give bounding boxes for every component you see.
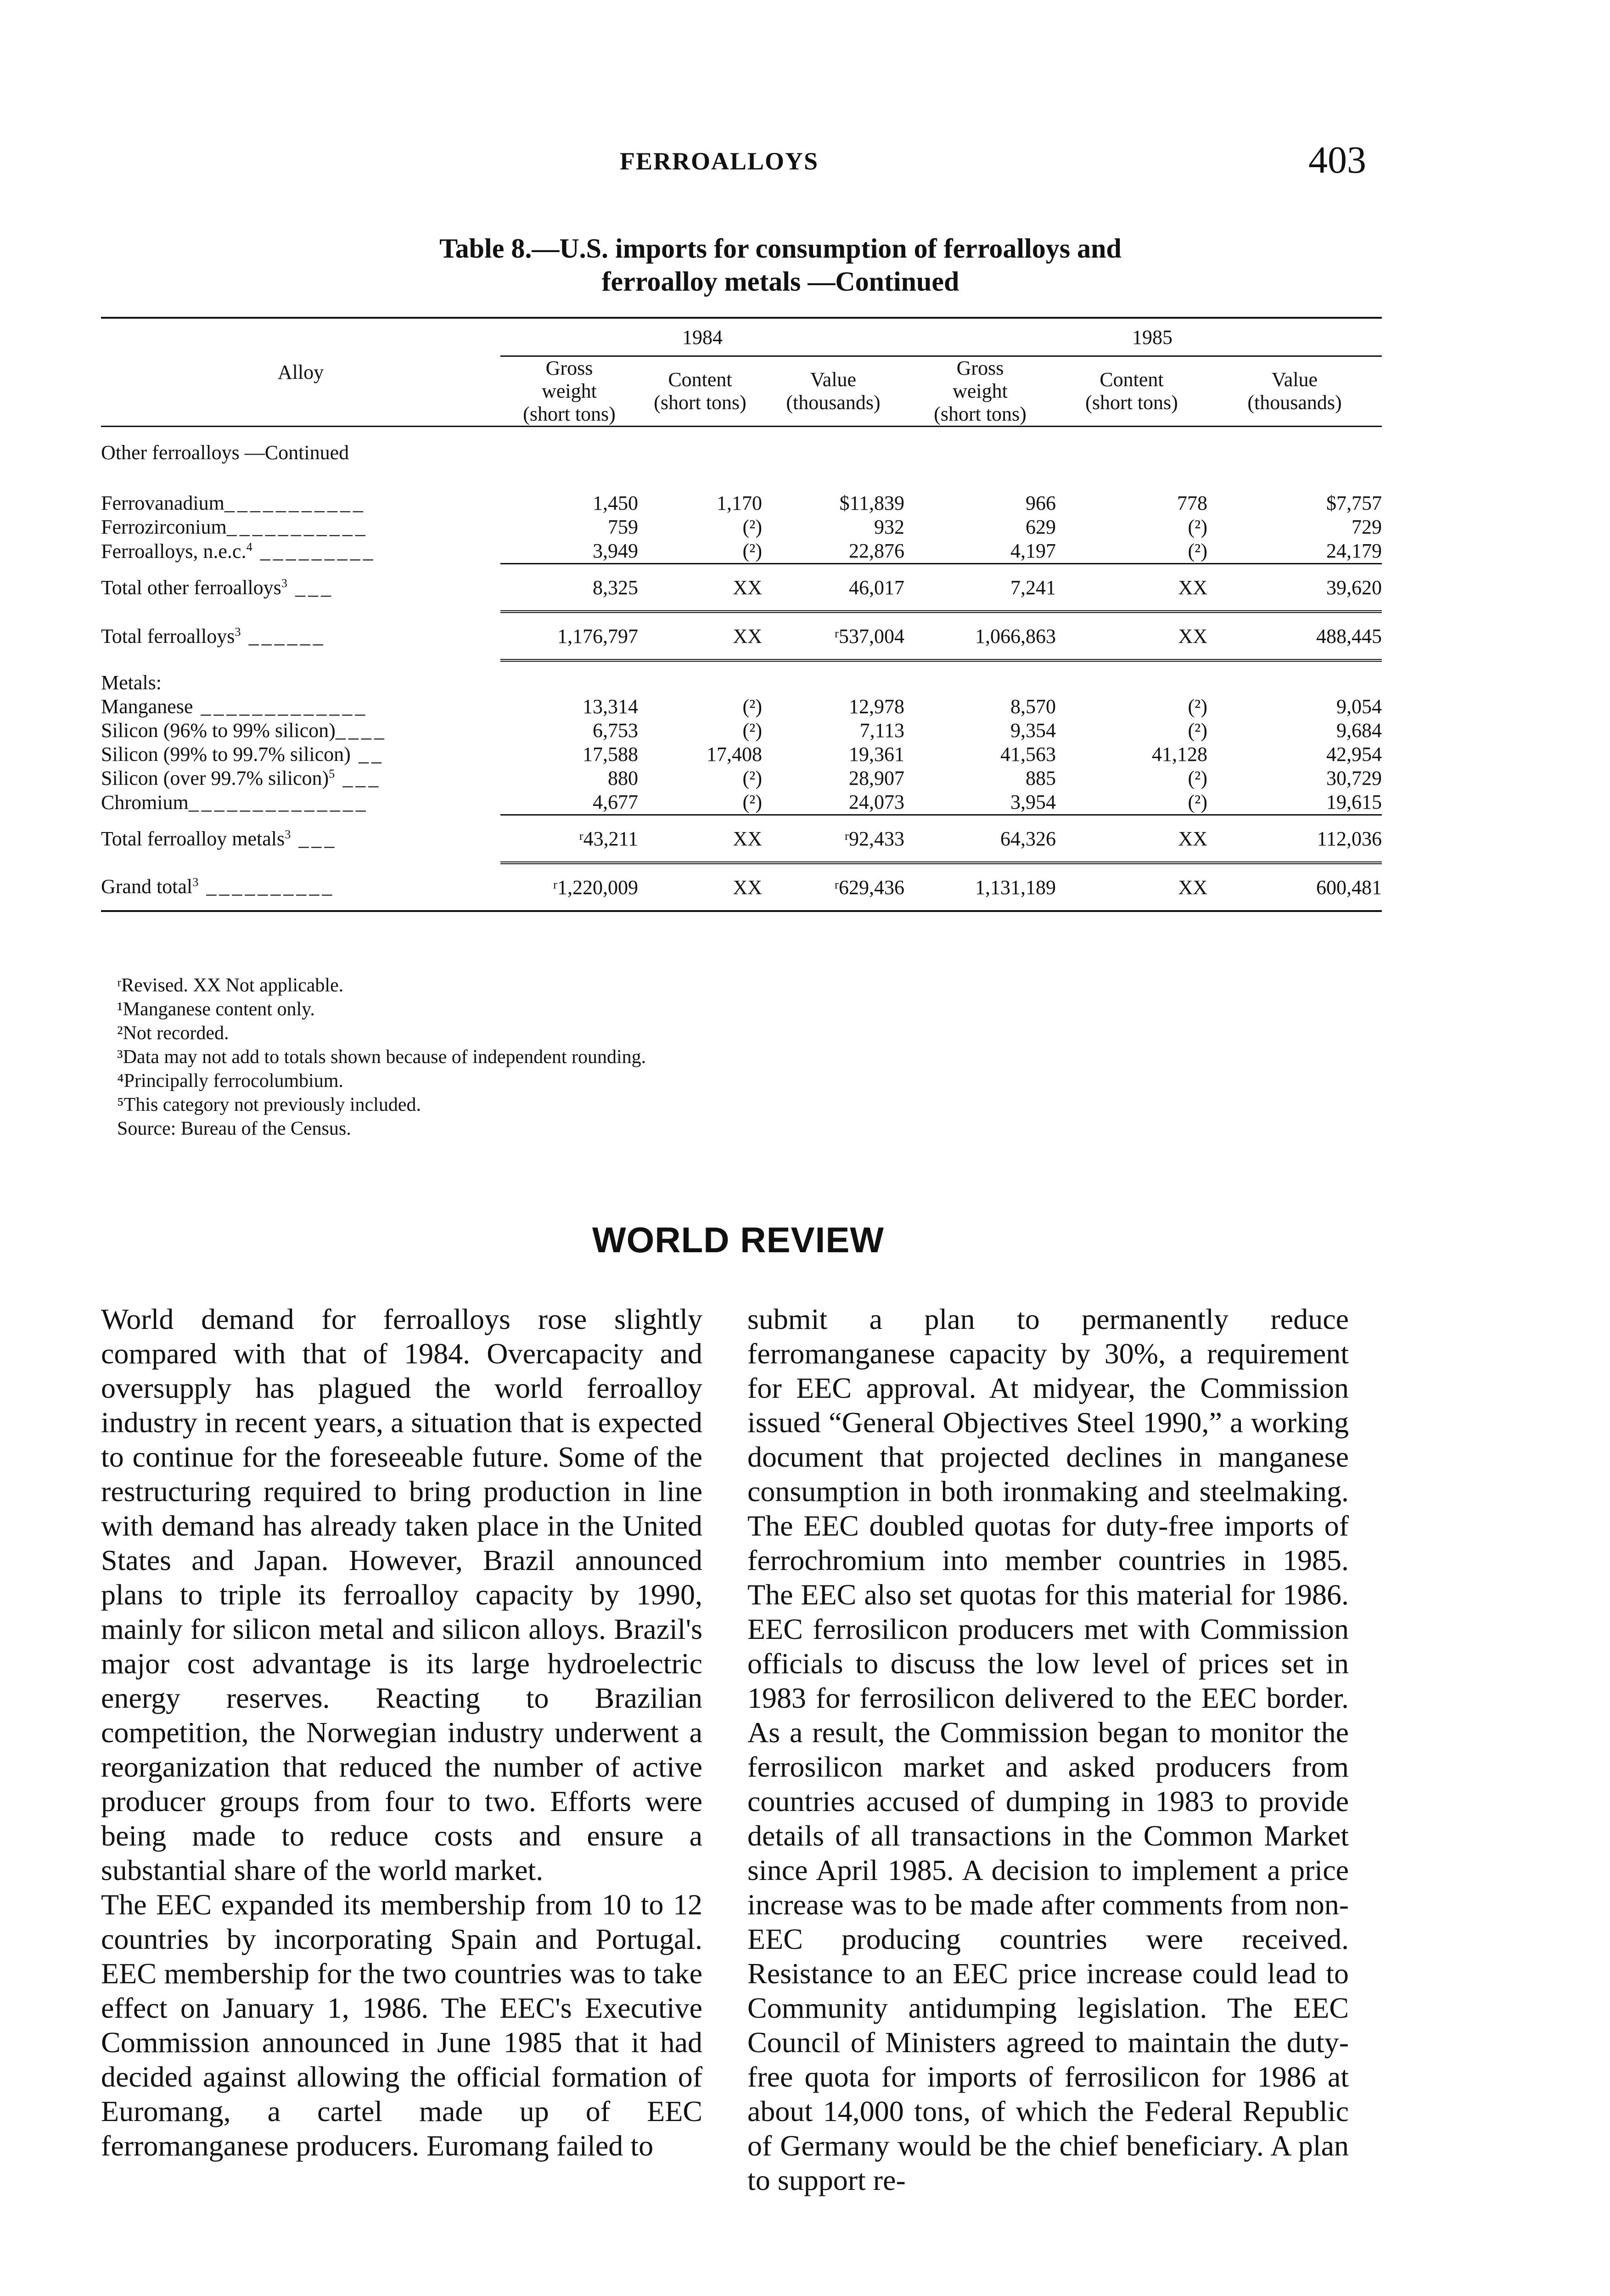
page-number: 403 bbox=[1308, 139, 1366, 181]
col-label: Content bbox=[1100, 368, 1164, 391]
footnote: ³Data may not add to totals shown because of independent rounding. bbox=[117, 1047, 646, 1068]
footnote-ref: 3 bbox=[192, 875, 199, 889]
grand-total-row bbox=[101, 863, 1382, 911]
cell: 932 bbox=[874, 516, 904, 538]
row-name: Ferrovanadium bbox=[101, 492, 224, 514]
row-name: Silicon (96% to 99% silicon) bbox=[101, 719, 336, 742]
footnote-ref: 4 bbox=[246, 540, 252, 554]
cell: 24,073 bbox=[849, 791, 904, 813]
cell: ʳ629,436 bbox=[762, 863, 904, 911]
cell: 629 bbox=[1026, 516, 1056, 538]
cell: 8,325 bbox=[500, 564, 638, 612]
cell: 1,450 bbox=[593, 492, 638, 514]
cell: 17,588 bbox=[583, 743, 638, 765]
cell: 880 bbox=[608, 767, 638, 789]
cell: 3,949 bbox=[593, 540, 638, 562]
cell: 112,036 bbox=[1207, 815, 1382, 863]
col-label: (short tons) bbox=[523, 403, 616, 425]
cell: 30,729 bbox=[1326, 767, 1382, 789]
cell: 41,563 bbox=[1000, 743, 1056, 765]
cell: 7,113 bbox=[859, 719, 904, 742]
cell: (²) bbox=[1188, 791, 1207, 813]
table-row bbox=[101, 515, 1382, 539]
row-label: Grand total$^3$ __________ bbox=[101, 875, 335, 898]
paragraph: World demand for ferroalloys rose slightly compared with that of 1984. Overcapacity and oversupply has plagued the world ferroalloy industry in recent years, a situation that is expected to continue for the foreseeable future. Some of the restructuring required to bring production in line with demand has already taken place in the United States and Japan. However, Brazil announced plans to triple its ferroalloy capacity by 1990, mainly for silicon metal and silicon alloys. Brazil's major cost advantage is its large hydroelectric energy reserves. Reacting to Brazilian competition, the Norwegian industry underwent a reorganization that reduced the number of active producer groups from four to two. Efforts were being made to reduce costs and ensure a substantial share of the world market. bbox=[101, 1303, 702, 1886]
section-row-other bbox=[101, 427, 1382, 478]
year-1984-header bbox=[500, 318, 904, 356]
cell: 778 bbox=[1177, 492, 1207, 514]
cell: (²) bbox=[742, 516, 762, 538]
cell: (²) bbox=[1188, 719, 1207, 742]
col-label: (short tons) bbox=[1085, 391, 1178, 414]
row-name: Grand total bbox=[101, 875, 193, 898]
cell: 488,445 bbox=[1207, 612, 1382, 660]
row-name: Manganese bbox=[101, 695, 193, 718]
row-name: Chromium bbox=[101, 791, 189, 814]
total-ferroalloys-row bbox=[101, 612, 1382, 660]
table-row bbox=[101, 766, 1382, 790]
cell: 12,978 bbox=[849, 695, 904, 718]
row-name: Total ferroalloys bbox=[101, 625, 235, 647]
footnote: ⁵This category not previously included. bbox=[117, 1094, 421, 1115]
cell: 46,017 bbox=[762, 564, 904, 612]
section-other-label: Other ferroalloys —Continued bbox=[101, 441, 349, 464]
col-label: (short tons) bbox=[654, 391, 746, 414]
paragraph: The EEC expanded its membership from 10 to 12 countries by incorporating Spain and Portugal. EEC membership for the two countries was to take effect on January 1, 1986. The EEC's Executive Commission announced in June 1985 that it had decided against allowing the official formation of Euromang, a cartel made up of EEC ferromanganese producers. Euromang failed to bbox=[101, 1888, 702, 2162]
col-label: Value bbox=[1271, 368, 1318, 391]
imports-table bbox=[101, 317, 1382, 914]
footnote-ref: 3 bbox=[235, 624, 241, 638]
cell: (²) bbox=[742, 540, 762, 562]
row-label: Total ferroalloy metals$^3$ ___ bbox=[101, 827, 337, 850]
year-header-row bbox=[101, 318, 1382, 356]
cell: 966 bbox=[1026, 492, 1056, 514]
footnote: ⁴Principally ferrocolumbium. bbox=[117, 1070, 343, 1092]
cell: 28,907 bbox=[849, 767, 904, 789]
cell: (²) bbox=[1188, 516, 1207, 538]
cell: XX bbox=[638, 863, 762, 911]
cell: XX bbox=[638, 612, 762, 660]
col-label: (thousands) bbox=[1247, 391, 1342, 414]
col-gross-1985 bbox=[904, 356, 1056, 427]
cell: XX bbox=[1056, 612, 1207, 660]
cell: (²) bbox=[1188, 540, 1207, 562]
table-row bbox=[101, 790, 1382, 815]
col-content-1984 bbox=[638, 356, 762, 427]
row-name: Silicon (99% to 99.7% silicon) bbox=[101, 743, 351, 765]
col-label: Value bbox=[810, 368, 857, 391]
cell: (²) bbox=[1188, 695, 1207, 718]
cell: 1,066,863 bbox=[904, 612, 1056, 660]
col-value-1985 bbox=[1207, 356, 1382, 427]
table-bottom-rule bbox=[101, 911, 1382, 914]
footnote: ʳRevised. XX Not applicable. bbox=[117, 975, 344, 996]
cell: 7,241 bbox=[904, 564, 1056, 612]
body-column-left bbox=[101, 1302, 702, 2163]
col-label: Content bbox=[668, 368, 732, 391]
cell: (²) bbox=[742, 767, 762, 789]
row-name: Silicon (over 99.7% silicon) bbox=[101, 767, 329, 789]
cell: 9,354 bbox=[1010, 719, 1056, 742]
cell: 9,684 bbox=[1336, 719, 1382, 742]
cell: 6,753 bbox=[593, 719, 638, 742]
cell: 759 bbox=[608, 516, 638, 538]
cell: XX bbox=[1056, 863, 1207, 911]
col-label: (thousands) bbox=[786, 391, 881, 414]
row-label: Ferroalloys, n.e.c.$^4$ _________ bbox=[101, 540, 376, 563]
col-label: Gross bbox=[956, 357, 1004, 379]
cell: 4,677 bbox=[593, 791, 638, 813]
table-row bbox=[101, 743, 1382, 766]
section-row-metals bbox=[101, 660, 1382, 695]
cell: 42,954 bbox=[1326, 743, 1382, 765]
cell: 39,620 bbox=[1207, 564, 1382, 612]
total-other-row bbox=[101, 564, 1382, 612]
table-row bbox=[101, 719, 1382, 743]
row-label: Silicon (99% to 99.7% silicon) __ bbox=[101, 743, 384, 765]
col-label: weight bbox=[542, 380, 597, 402]
cell: 1,176,797 bbox=[500, 612, 638, 660]
table-title-line-1: Table 8.—U.S. imports for consumption of ferroalloys and bbox=[439, 233, 1122, 264]
body-column-right bbox=[747, 1302, 1349, 2197]
cell: 41,128 bbox=[1152, 743, 1207, 765]
table-row bbox=[101, 695, 1382, 719]
footnote: ²Not recorded. bbox=[117, 1023, 229, 1044]
cell: $7,757 bbox=[1326, 492, 1382, 514]
cell: 885 bbox=[1026, 767, 1056, 789]
cell: 600,481 bbox=[1207, 863, 1382, 911]
cell: 4,197 bbox=[1010, 540, 1056, 562]
paragraph: submit a plan to permanently reduce ferromanganese capacity by 30%, a requirement for EEC approval. At midyear, the Commission issued “General Objectives Steel 1990,” a working document that projected declines in manganese consumption in both ironmaking and steelmaking. The EEC doubled quotas for duty-free imports of ferrochromium into member countries in 1985. The EEC also set quotas for this material for 1986. EEC ferrosilicon producers met with Commission officials to discuss the low level of prices set in 1983 for ferrosilicon delivered to the EEC border. As a result, the Commission began to monitor the ferrosilicon market and asked producers from countries accused of dumping in 1983 to provide details of all transactions in the Common Market since April 1985. A decision to implement a price increase was to be made after comments from non-EEC producing countries were received. Resistance to an EEC price increase could lead to Community antidumping legislation. The EEC Council of Ministers agreed to maintain the duty-free quota for imports of ferrosilicon for 1986 at about 14,000 tons, of which the Federal Republic of Germany would be the chief beneficiary. A plan to support re- bbox=[747, 1303, 1349, 2196]
cell: XX bbox=[638, 564, 762, 612]
cell: 9,054 bbox=[1336, 695, 1382, 718]
cell: 22,876 bbox=[849, 540, 904, 562]
running-title: FERROALLOYS bbox=[620, 147, 819, 175]
table-title bbox=[321, 232, 1240, 298]
row-name: Ferrozirconium bbox=[101, 516, 227, 538]
total-metals-row bbox=[101, 815, 1382, 863]
row-label: Total ferroalloys$^3$ ______ bbox=[101, 624, 326, 647]
table-row bbox=[101, 491, 1382, 515]
footnote-ref: 3 bbox=[281, 576, 287, 590]
cell: 17,408 bbox=[707, 743, 762, 765]
row-name: Total ferroalloy metals bbox=[101, 827, 285, 850]
col-value-1984 bbox=[762, 356, 904, 427]
cell: ʳ537,004 bbox=[762, 612, 904, 660]
row-label: Manganese _____________ bbox=[101, 695, 368, 718]
footnote-ref: 5 bbox=[329, 766, 335, 781]
cell: XX bbox=[1056, 815, 1207, 863]
cell: 729 bbox=[1352, 516, 1382, 538]
cell: 19,615 bbox=[1326, 791, 1382, 813]
table-title-line-2: ferroalloy metals —Continued bbox=[601, 266, 959, 297]
cell: ʳ1,220,009 bbox=[500, 863, 638, 911]
cell: 13,314 bbox=[583, 695, 638, 718]
col-alloy-header bbox=[101, 318, 500, 427]
imports-data-table bbox=[101, 317, 1382, 914]
col-label: weight bbox=[953, 380, 1008, 402]
row-label: Ferrovanadium___________ bbox=[101, 492, 366, 514]
year-1984-label: 1984 bbox=[682, 326, 723, 349]
col-label: (short tons) bbox=[934, 403, 1027, 425]
year-1985-header bbox=[904, 318, 1382, 356]
cell: XX bbox=[638, 815, 762, 863]
cell: (²) bbox=[1188, 767, 1207, 789]
row-label: Chromium______________ bbox=[101, 791, 369, 814]
col-label: Gross bbox=[545, 357, 593, 379]
cell: (²) bbox=[742, 791, 762, 813]
footnote-ref: 3 bbox=[285, 827, 291, 841]
cell: 8,570 bbox=[1010, 695, 1056, 718]
cell: (²) bbox=[742, 695, 762, 718]
row-name: Ferroalloys, n.e.c. bbox=[101, 540, 247, 563]
row-label: Ferrozirconium___________ bbox=[101, 516, 368, 538]
cell: ʳ43,211 bbox=[500, 815, 638, 863]
table-footnotes bbox=[117, 974, 943, 1141]
col-alloy-label: Alloy bbox=[277, 361, 324, 383]
row-label: Silicon (96% to 99% silicon)____ bbox=[101, 719, 387, 742]
row-name: Total other ferroalloys bbox=[101, 576, 281, 599]
col-content-1985 bbox=[1056, 356, 1207, 427]
cell: 64,326 bbox=[904, 815, 1056, 863]
row-label: Total other ferroalloys$^3$ ___ bbox=[101, 576, 334, 599]
col-gross-1984 bbox=[500, 356, 638, 427]
cell: (²) bbox=[742, 719, 762, 742]
cell: 19,361 bbox=[849, 743, 904, 765]
table-row bbox=[101, 539, 1382, 564]
section-heading: WORLD REVIEW bbox=[592, 1220, 884, 1260]
cell: $11,839 bbox=[839, 492, 904, 514]
cell: 24,179 bbox=[1326, 540, 1382, 562]
cell: ʳ92,433 bbox=[762, 815, 904, 863]
cell: 1,131,189 bbox=[904, 863, 1056, 911]
year-1985-label: 1985 bbox=[1132, 326, 1172, 349]
table-source: Source: Bureau of the Census. bbox=[117, 1118, 351, 1139]
cell: XX bbox=[1056, 564, 1207, 612]
cell: 1,170 bbox=[717, 492, 762, 514]
row-label: Silicon (over 99.7% silicon)$^5$ ___ bbox=[101, 766, 381, 789]
section-metals-label: Metals: bbox=[101, 671, 162, 694]
footnote: ¹Manganese content only. bbox=[117, 999, 315, 1020]
cell: 3,954 bbox=[1010, 791, 1056, 813]
